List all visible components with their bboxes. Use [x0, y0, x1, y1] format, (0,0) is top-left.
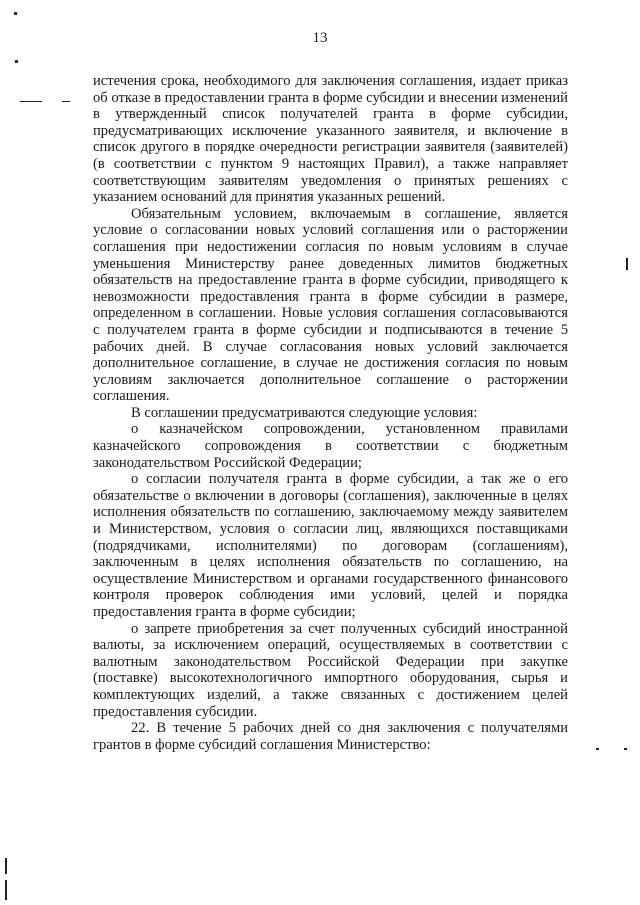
scan-mark — [14, 12, 17, 15]
scan-mark — [596, 748, 599, 750]
paragraph-item-22: 22. В течение 5 рабочих дней со дня заключения с получателями грантов в форме субсидий соглашения Министерство: — [93, 720, 568, 753]
document-body — [93, 73, 568, 753]
condition-treasury: о казначейском сопровождении, установленном правилами казначейского сопровождения в соответствии с бюджетным законодательством Российской Федерации; — [93, 421, 568, 471]
condition-consent: о согласии получателя гранта в форме субсидии, а так же о его обязательстве о включении в договоры (соглашения), заключенные в целях исполнения обязательств по соглашению, заключаемому между заявителем и Министерством, условия о согласии лиц, являющихся поставщиками (подрядчиками, исполнителями) по договорам (соглашениям), заключенным в целях исполнения обязательств по соглашению, на осуществление Министерством и органами государственного финансового контроля проверок соблюдения ими условий, целей и порядка предоставления гранта в форме субсидии; — [93, 471, 568, 620]
scan-mark — [5, 858, 7, 874]
paragraph-continuation: истечения срока, необходимого для заключения соглашения, издает приказ об отказе в предоставлении гранта в форме субсидии и внесении изменений в утвержденный список получателей гранта в форме субсидии, предусматривающих исключение указанного заявителя, и включение в список другого в порядке очередности регистрации заявителя (заявителей) (в соответствии с пунктом 9 настоящих Правил), а также направляет соответствующим заявителям уведомления о принятых решениях с указанием оснований для принятия указанных решений. — [93, 73, 568, 206]
scan-mark — [15, 60, 18, 63]
paragraph-mandatory-condition: Обязательным условием, включаемым в соглашение, является условие о согласовании новых условий соглашения или о расторжении соглашения при недостижении согласия по новым условиям в случае уменьшения Министерству ранее доведенных лимитов бюджетных обязательств на предоставление гранта в форме субсидии, приводящего к невозможности предоставления гранта в форме субсидии в размере, определенном в соглашении. Новые условия соглашения согласовываются с получателем гранта в форме субсидии и подписываются в течение 5 рабочих дней. В случае согласования новых условий заключается дополнительное соглашение, в случае не достижения согласия по новым условиям заключается дополнительное соглашение о расторжении соглашения. — [93, 205, 568, 405]
page-number: 13 — [312, 30, 328, 46]
scan-mark — [626, 258, 628, 270]
scan-mark — [624, 748, 627, 750]
scan-mark — [5, 880, 7, 900]
paragraph-conditions-intro: В соглашении предусматриваются следующие условия: — [131, 404, 478, 421]
scan-mark — [62, 101, 70, 102]
scan-mark — [20, 101, 42, 102]
condition-currency: о запрете приобретения за счет полученных субсидий иностранной валюты, за исключением операций, осуществляемых в соответствии с валютным законодательством Российской Федерации при закупке (поставке) высокотехнологичного импортного оборудования, сырья и комплектующих изделий, а также связанных с достижением целей предоставления субсидии. — [93, 620, 568, 720]
